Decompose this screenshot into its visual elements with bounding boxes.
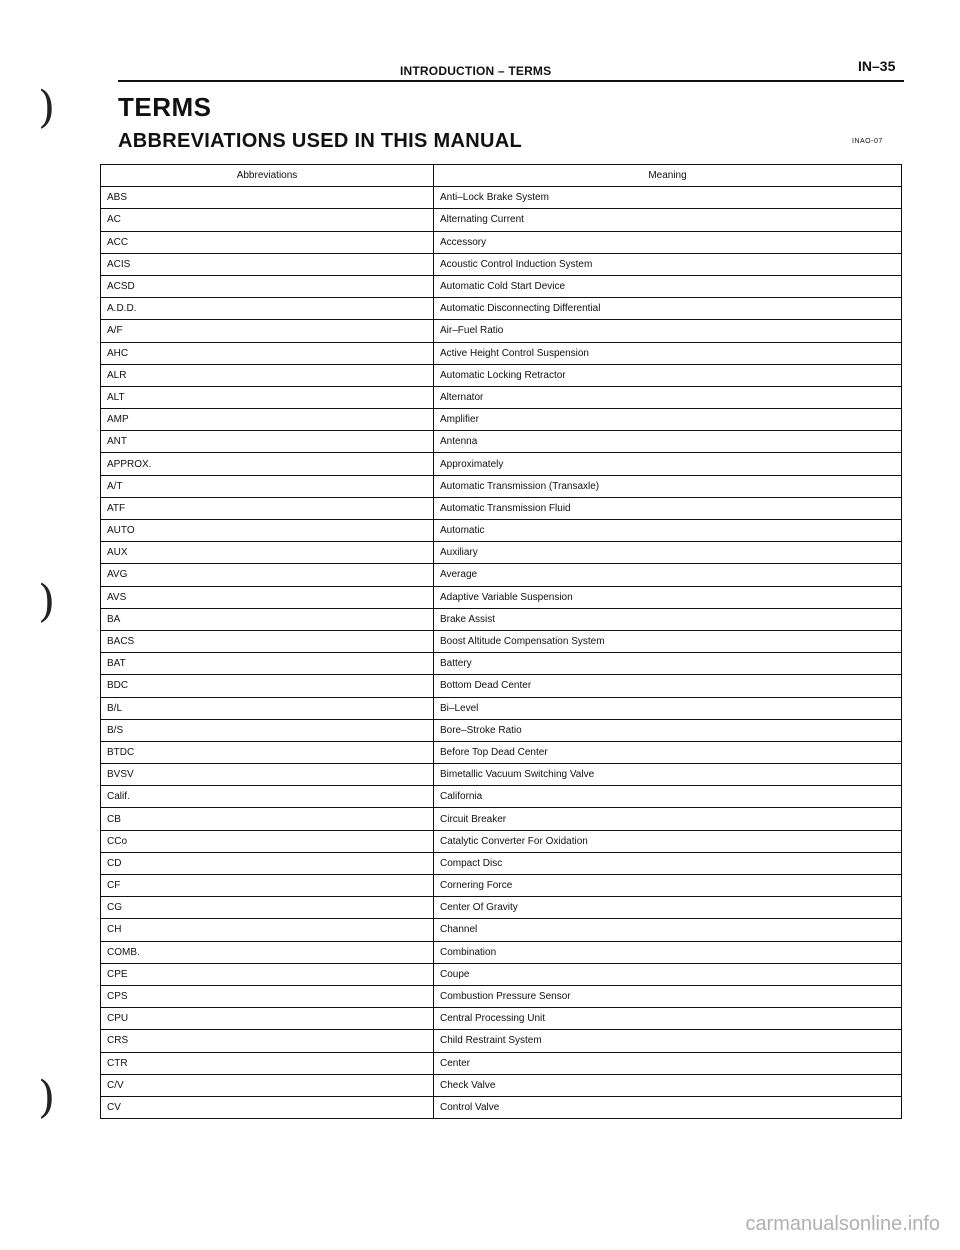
abbreviation-cell: CCo: [101, 830, 434, 852]
table-row: [101, 764, 902, 786]
table-row: [101, 431, 902, 453]
meaning-cell: Accessory: [434, 231, 902, 253]
meaning-cell: Cornering Force: [434, 875, 902, 897]
meaning-cell: Automatic Cold Start Device: [434, 275, 902, 297]
meaning-cell: Before Top Dead Center: [434, 741, 902, 763]
table-row: [101, 1008, 902, 1030]
meaning-cell: Central Processing Unit: [434, 1008, 902, 1030]
binding-hole-mark: ): [38, 576, 56, 627]
table-row: [101, 675, 902, 697]
binding-hole-mark: ): [38, 82, 56, 133]
meaning-cell: Air–Fuel Ratio: [434, 320, 902, 342]
abbreviation-cell: CF: [101, 875, 434, 897]
table-row: [101, 719, 902, 741]
meaning-cell: Center Of Gravity: [434, 897, 902, 919]
meaning-cell: Automatic: [434, 520, 902, 542]
abbreviation-cell: B/S: [101, 719, 434, 741]
table-row: [101, 897, 902, 919]
table-row: [101, 386, 902, 408]
table-row: [101, 187, 902, 209]
column-header-abbreviations: Abbreviations: [101, 165, 434, 187]
table-row: [101, 231, 902, 253]
meaning-cell: Child Restraint System: [434, 1030, 902, 1052]
abbreviations-table: [100, 164, 902, 1119]
abbreviation-cell: BAT: [101, 653, 434, 675]
table-row: [101, 985, 902, 1007]
abbreviation-cell: A.D.D.: [101, 298, 434, 320]
abbreviation-cell: AVS: [101, 586, 434, 608]
meaning-cell: California: [434, 786, 902, 808]
abbreviation-cell: AHC: [101, 342, 434, 364]
table-row: [101, 608, 902, 630]
meaning-cell: Boost Altitude Compensation System: [434, 630, 902, 652]
column-header-meaning: Meaning: [434, 165, 902, 187]
table-row: [101, 542, 902, 564]
meaning-cell: Active Height Control Suspension: [434, 342, 902, 364]
abbreviation-cell: BVSV: [101, 764, 434, 786]
table-row: [101, 453, 902, 475]
table-row: [101, 808, 902, 830]
abbreviation-cell: AMP: [101, 409, 434, 431]
meaning-cell: Average: [434, 564, 902, 586]
table-row: [101, 209, 902, 231]
abbreviation-cell: A/T: [101, 475, 434, 497]
abbreviation-cell: ALR: [101, 364, 434, 386]
table-row: [101, 653, 902, 675]
table-row: [101, 320, 902, 342]
table-row: [101, 564, 902, 586]
abbreviation-cell: CD: [101, 852, 434, 874]
table-row: [101, 253, 902, 275]
abbreviation-cell: C/V: [101, 1074, 434, 1096]
table-row: [101, 409, 902, 431]
abbreviation-cell: AC: [101, 209, 434, 231]
abbreviation-cell: APPROX.: [101, 453, 434, 475]
table-row: [101, 275, 902, 297]
abbreviation-cell: ACIS: [101, 253, 434, 275]
meaning-cell: Alternating Current: [434, 209, 902, 231]
meaning-cell: Combustion Pressure Sensor: [434, 985, 902, 1007]
table-row: [101, 1096, 902, 1118]
table-row: [101, 875, 902, 897]
table-row: [101, 919, 902, 941]
abbreviation-cell: BDC: [101, 675, 434, 697]
meaning-cell: Automatic Transmission (Transaxle): [434, 475, 902, 497]
table-row: [101, 830, 902, 852]
abbreviation-cell: CRS: [101, 1030, 434, 1052]
table-row: [101, 497, 902, 519]
meaning-cell: Check Valve: [434, 1074, 902, 1096]
abbreviation-cell: ABS: [101, 187, 434, 209]
table-row: [101, 298, 902, 320]
abbreviation-cell: BACS: [101, 630, 434, 652]
meaning-cell: Center: [434, 1052, 902, 1074]
meaning-cell: Bore–Stroke Ratio: [434, 719, 902, 741]
table-body: [101, 187, 902, 1119]
page-title: TERMS: [118, 92, 212, 122]
abbreviation-cell: AVG: [101, 564, 434, 586]
table-row: [101, 741, 902, 763]
meaning-cell: Adaptive Variable Suspension: [434, 586, 902, 608]
header-section-title: INTRODUCTION – TERMS: [400, 64, 552, 78]
abbreviation-cell: ACSD: [101, 275, 434, 297]
meaning-cell: Automatic Transmission Fluid: [434, 497, 902, 519]
meaning-cell: Channel: [434, 919, 902, 941]
table-row: [101, 786, 902, 808]
abbreviation-cell: CV: [101, 1096, 434, 1118]
binding-hole-mark: ): [38, 1072, 56, 1123]
page-number: IN–35: [858, 58, 896, 74]
abbreviation-cell: CG: [101, 897, 434, 919]
meaning-cell: Auxiliary: [434, 542, 902, 564]
meaning-cell: Anti–Lock Brake System: [434, 187, 902, 209]
meaning-cell: Amplifier: [434, 409, 902, 431]
abbreviation-cell: B/L: [101, 697, 434, 719]
meaning-cell: Catalytic Converter For Oxidation: [434, 830, 902, 852]
header-rule: [118, 80, 904, 82]
abbreviation-cell: AUTO: [101, 520, 434, 542]
abbreviation-cell: ACC: [101, 231, 434, 253]
abbreviation-cell: BTDC: [101, 741, 434, 763]
abbreviation-cell: Calif.: [101, 786, 434, 808]
meaning-cell: Acoustic Control Induction System: [434, 253, 902, 275]
meaning-cell: Antenna: [434, 431, 902, 453]
table-row: [101, 697, 902, 719]
table-row: [101, 963, 902, 985]
table-row: [101, 630, 902, 652]
abbreviation-cell: CTR: [101, 1052, 434, 1074]
meaning-cell: Bottom Dead Center: [434, 675, 902, 697]
table-row: [101, 1052, 902, 1074]
meaning-cell: Control Valve: [434, 1096, 902, 1118]
abbreviation-cell: CPU: [101, 1008, 434, 1030]
table-row: [101, 520, 902, 542]
abbreviation-cell: BA: [101, 608, 434, 630]
table-row: [101, 475, 902, 497]
abbreviation-cell: ALT: [101, 386, 434, 408]
page-subtitle: ABBREVIATIONS USED IN THIS MANUAL: [118, 130, 522, 152]
abbreviation-cell: COMB.: [101, 941, 434, 963]
meaning-cell: Bimetallic Vacuum Switching Valve: [434, 764, 902, 786]
meaning-cell: Brake Assist: [434, 608, 902, 630]
table-row: [101, 1074, 902, 1096]
abbreviation-cell: CB: [101, 808, 434, 830]
meaning-cell: Bi–Level: [434, 697, 902, 719]
table-row: [101, 364, 902, 386]
abbreviation-cell: CH: [101, 919, 434, 941]
table-header-row: [101, 165, 902, 187]
abbreviation-cell: A/F: [101, 320, 434, 342]
abbreviation-cell: CPS: [101, 985, 434, 1007]
table-row: [101, 342, 902, 364]
document-code: INAO-07: [852, 138, 883, 145]
abbreviation-cell: ATF: [101, 497, 434, 519]
meaning-cell: Automatic Locking Retractor: [434, 364, 902, 386]
abbreviation-cell: AUX: [101, 542, 434, 564]
meaning-cell: Alternator: [434, 386, 902, 408]
meaning-cell: Compact Disc: [434, 852, 902, 874]
watermark-url: carmanualsonline.info: [745, 1213, 940, 1235]
table-row: [101, 852, 902, 874]
meaning-cell: Approximately: [434, 453, 902, 475]
meaning-cell: Combination: [434, 941, 902, 963]
table-row: [101, 1030, 902, 1052]
meaning-cell: Coupe: [434, 963, 902, 985]
meaning-cell: Battery: [434, 653, 902, 675]
abbreviation-cell: CPE: [101, 963, 434, 985]
meaning-cell: Automatic Disconnecting Differential: [434, 298, 902, 320]
abbreviation-cell: ANT: [101, 431, 434, 453]
table-row: [101, 586, 902, 608]
meaning-cell: Circuit Breaker: [434, 808, 902, 830]
table-row: [101, 941, 902, 963]
